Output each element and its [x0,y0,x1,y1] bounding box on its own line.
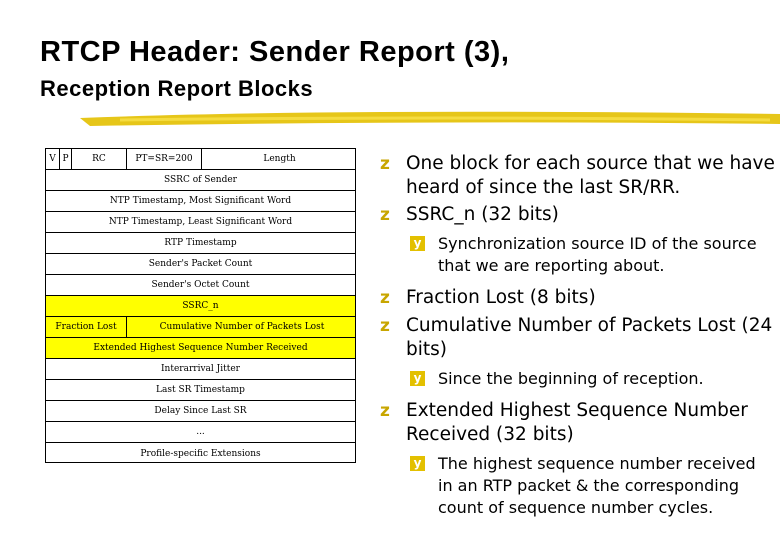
packet-row [46,401,355,422]
ssrc-sender-field: SSRC of Sender [164,175,237,185]
dlsr-field: Delay Since Last SR [154,406,247,416]
ntp-lsw-field: NTP Timestamp, Least Significant Word [108,217,293,227]
packet-row [46,275,355,296]
z-bullet-icon: z [380,316,390,336]
length-field: Length [201,149,357,169]
sub-bullet-item [410,233,775,277]
bullet-item [380,286,775,310]
page-subtitle: Reception Report Blocks [40,76,314,101]
last-sr-field: Last SR Timestamp [156,385,245,395]
page-title: RTCP Header: Sender Report (3), [40,36,510,68]
fraction-lost-field: Fraction Lost [55,322,117,332]
packet-row-highlight [46,296,355,317]
bullet-text: SSRC_n (32 bits) [406,204,559,225]
z-bullet-icon: z [380,401,390,421]
packet-row [46,359,355,380]
sub-bullet-text: The highest sequence number received in an RTP packet & the corresponding count of sequence number cycles. [438,454,756,517]
bullet-list [380,152,775,519]
bullet-item [380,399,775,447]
y-checkbox-bullet-icon: y [410,236,425,251]
pt-field: PT=SR=200 [126,149,201,169]
bullet-item [380,203,775,227]
bullet-item [380,314,775,362]
brush-underline [40,98,780,132]
sub-bullet-text: Synchronization source ID of the source that we are reporting about. [438,234,757,275]
bullet-text: One block for each source that we have heard of since the last SR/RR. [406,153,775,198]
packet-row [46,422,355,443]
ntp-msw-field: NTP Timestamp, Most Significant Word [109,196,292,206]
octet-count-field: Sender's Octet Count [151,280,250,290]
rtp-timestamp-field: RTP Timestamp [164,238,237,248]
z-bullet-icon: z [380,288,390,308]
packet-row [46,254,355,275]
extensions-field: Profile-specific Extensions [140,448,261,459]
y-checkbox-bullet-icon: y [410,371,425,386]
packet-row [46,170,355,191]
packet-row [46,233,355,254]
sub-bullet-text: Since the beginning of reception. [438,369,704,388]
z-bullet-icon: z [380,205,390,225]
rc-field: RC [71,149,126,169]
packet-row [46,212,355,233]
bullet-text: Fraction Lost (8 bits) [406,287,596,308]
ellipsis-field: ... [196,427,205,437]
rtcp-packet-diagram [45,148,356,463]
jitter-field: Interarrival Jitter [161,364,240,374]
cumulative-lost-field: Cumulative Number of Packets Lost [126,317,357,337]
padding-field: P [59,149,71,169]
bullet-item [380,152,775,200]
bullet-text: Cumulative Number of Packets Lost (24 bits) [406,315,773,360]
ext-highest-seq-field: Extended Highest Sequence Number Received [93,343,308,353]
packet-row-highlight [46,338,355,359]
z-bullet-icon: z [380,154,390,174]
packet-row [46,380,355,401]
loss-row [46,317,355,338]
header-row [46,149,355,170]
packet-row [46,443,355,464]
bullet-text: Extended Highest Sequence Number Received (32 bits) [406,400,748,445]
y-checkbox-bullet-icon: y [410,456,425,471]
packet-row [46,191,355,212]
version-field: V [49,154,56,164]
ssrc-n-field: SSRC_n [182,301,219,311]
sub-bullet-item [410,368,775,390]
sub-bullet-item [410,453,775,519]
packet-count-field: Sender's Packet Count [148,259,253,269]
